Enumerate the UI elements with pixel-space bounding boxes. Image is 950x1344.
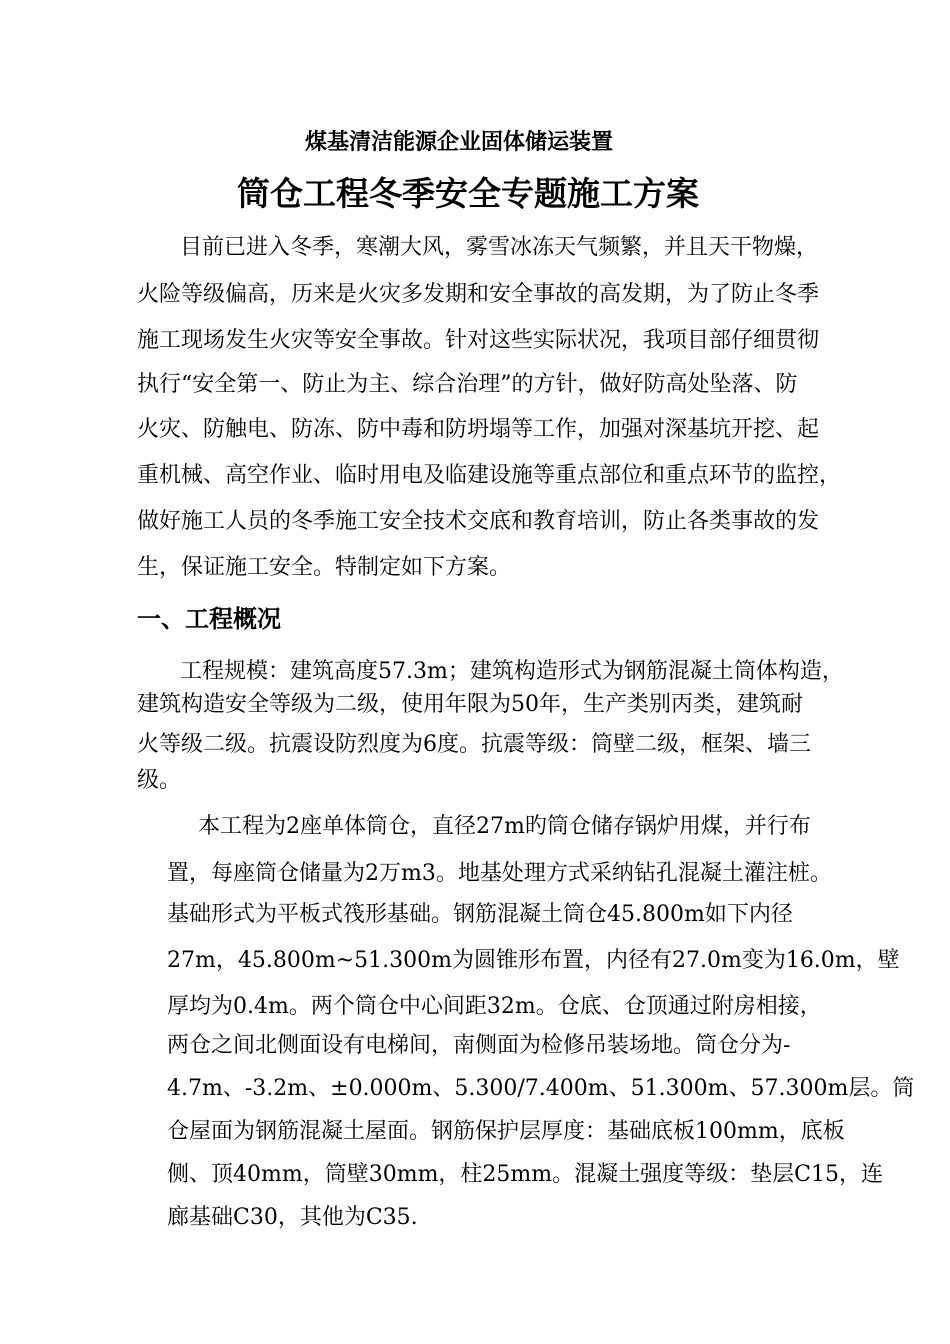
paragraph-line: 工程规模：建筑高度57.3m；建筑构造形式为钢筋混凝土筒体构造， — [180, 659, 844, 684]
paragraph-line: 基础形式为平板式筏形基础。钢筋混凝土筒仓45.800m如下内径 — [167, 902, 793, 927]
paragraph-line: 执行“安全第一、防止为主、综合治理”的方针，做好防高处坠落、防 — [137, 372, 798, 397]
paragraph-line: 廊基础C30，其他为C35. — [167, 1205, 418, 1230]
document-subtitle: 煤基清洁能源企业固体储运装置 — [305, 130, 614, 155]
paragraph-line: 本工程为2座单体筒仓，直径27m旳筒仓储存锅炉用煤，并行布 — [198, 814, 811, 839]
paragraph-line: 两仓之间北侧面设有电梯间，南侧面为检修吊装场地。筒仓分为- — [167, 1033, 791, 1058]
paragraph-line: 级。 — [137, 768, 182, 793]
paragraph-line: 火险等级偏高，历来是火灾多发期和安全事故的高发期，为了防止冬季 — [137, 282, 820, 307]
paragraph-line: 建筑构造安全等级为二级，使用年限为50年，生产类别丙类，建筑耐 — [137, 692, 803, 717]
paragraph-line: 侧、顶40mm，筒壁30mm，柱25mm。混凝土强度等级：垫层C15，连 — [167, 1162, 883, 1187]
paragraph-line: 27m，45.800m~51.300m为圆锥形布置，内径有27.0m变为16.0m，壁 — [167, 948, 900, 973]
paragraph-line: 4.7m、-3.2m、±0.000m、5.300/7.400m、51.300m、57.300m层。筒 — [167, 1076, 915, 1101]
paragraph-line: 厚均为0.4m。两个筒仓中心间距32m。仓底、仓顶通过附房相接， — [167, 994, 822, 1019]
section-heading: 一、工程概况 — [137, 605, 281, 633]
paragraph-line: 火灾、防触电、防冻、防中毒和防坍塌等工作，加强对深基坑开挖、起 — [137, 417, 820, 442]
paragraph-line: 做好施工人员的冬季施工安全技术交底和教育培训，防止各类事故的发 — [137, 509, 820, 534]
paragraph-line: 火等级二级。抗震设防烈度为6度。抗震等级：筒壁二级，框架、墙三 — [137, 732, 811, 757]
paragraph-line: 置，每座筒仓储量为2万m3。地基处理方式采纳钻孔混凝土灌注桩。 — [167, 861, 832, 886]
paragraph-line: 目前已进入冬季，寒潮大风，雾雪冰冻天气频繁，并且天干物燥， — [180, 235, 819, 260]
document-title: 筒仓工程冬季安全专题施工方案 — [237, 174, 699, 213]
paragraph-line: 施工现场发生火灾等安全事故。针对这些实际状况，我项目部仔细贯彻 — [137, 328, 820, 353]
paragraph-line: 重机械、高空作业、临时用电及临建设施等重点部位和重点环节的监控， — [137, 463, 842, 488]
paragraph-line: 生，保证施工安全。特制定如下方案。 — [137, 555, 512, 580]
paragraph-line: 仓屋面为钢筋混凝土屋面。钢筋保护层厚度：基础底板100mm，底板 — [167, 1119, 845, 1144]
